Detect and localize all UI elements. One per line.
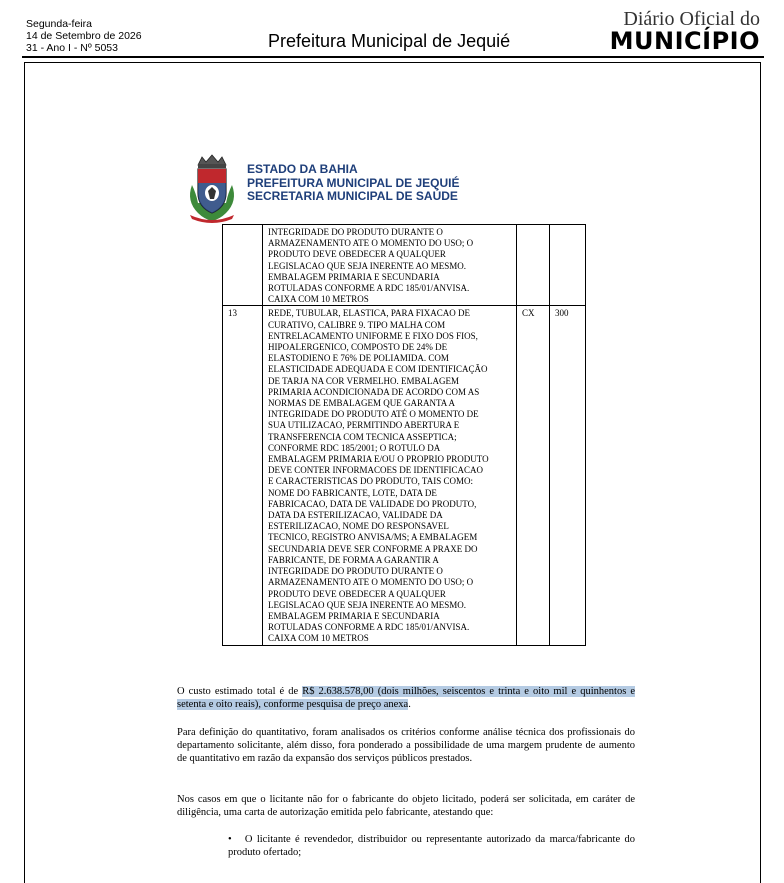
description-line: EMBALAGEM PRIMARIA E SECUNDARIA: [268, 610, 440, 621]
logo-municipio: MUNICÍPIO: [609, 27, 760, 55]
description-line: HIPOALERGENICO, COMPOSTO DE 24% DE: [268, 342, 448, 353]
cost-suffix: .: [408, 699, 411, 711]
description-line: ROTULADAS CONFORME A RDC 185/01/ANVISA.: [268, 622, 470, 633]
header-date: 14 de Setembro de 2026: [26, 30, 142, 42]
cost-highlight: R$ 2.638.578,00 (dois milhões, seiscentos e trinta e oito mil e quinhentos e setenta e oito reais), conforme pesquisa de preço anexa: [177, 686, 636, 711]
description-line: PRODUTO DEVE OBEDECER A QUALQUER: [268, 588, 446, 599]
description-line: PRODUTO DEVE OBEDECER A QUALQUER: [268, 249, 446, 260]
authorization-paragraph: Nos casos em que o licitante não for o fabricante do objeto licitado, poderá ser solicitada, em caráter de diligência, uma carta de autorização emitida pelo fabricante, atestando que:: [177, 794, 635, 819]
letterhead-state: ESTADO DA BAHIA: [247, 162, 358, 176]
description-line: LEGISLACAO QUE SEJA INERENTE AO MESMO.: [268, 260, 466, 271]
description-line: INTEGRIDADE DO PRODUTO DURANTE O: [268, 566, 443, 577]
letterhead-prefeitura: PREFEITURA MUNICIPAL DE JEQUIÉ: [247, 175, 460, 190]
description-line: REDE, TUBULAR, ELASTICA, PARA FIXACAO DE: [268, 308, 471, 319]
logo-diario-oficial: Diário Oficial do: [623, 8, 760, 30]
description-line: CURATIVO, CALIBRE 9. TIPO MALHA COM: [268, 319, 446, 330]
cost-prefix: O custo estimado total é de: [177, 686, 303, 697]
item-number-cell: [223, 225, 263, 306]
item-quantity-cell: 300: [550, 306, 586, 645]
item-description-cell: [263, 225, 517, 306]
table-row: [223, 225, 586, 306]
municipal-crest-icon: [184, 153, 240, 223]
description-line: FABRICANTE, DE FORMA A GARANTIR A: [268, 554, 439, 565]
bullet-text: O licitante é revendedor, distribuidor ou representante autorizado da marca/fabricante do produto ofertado;: [228, 834, 636, 859]
header-edition: 31 - Ano I - Nº 5053: [26, 42, 118, 54]
header-date-block: [26, 18, 142, 54]
description-line: INTEGRIDADE DO PRODUTO ATÉ O MOMENTO DE: [268, 409, 479, 420]
description-line: E CARACTERISTICAS DO PRODUTO, TAIS COMO:: [268, 476, 473, 487]
quantitative-paragraph: Para definição do quantitativo, foram analisados os critérios conforme análise técnica dos profissionais do departamento solicitante, além disso, fora ponderado a possibilidade de uma margem prudente de aumento de quantitativo em razão da expansão dos serviços públicos prestados.: [177, 727, 635, 765]
description-line: ELASTICIDADE ADEQUADA E COM IDENTIFICAÇÃO: [268, 364, 488, 375]
description-line: INTEGRIDADE DO PRODUTO DURANTE O: [268, 227, 443, 237]
description-line: SUA UTILIZACAO, PERMITINDO ABERTURA E: [268, 420, 460, 431]
description-line: EMBALAGEM PRIMARIA E SECUNDARIA: [268, 271, 440, 282]
description-line: DE TARJA NA COR VERMELHO. EMBALAGEM: [268, 375, 459, 386]
header-weekday: Segunda-feira: [26, 18, 92, 30]
description-line: NOME DO FABRICANTE, LOTE, DATA DE: [268, 487, 437, 498]
items-table: [222, 224, 586, 646]
item-unit-cell: [517, 225, 550, 306]
item-description-cell: [263, 306, 517, 645]
description-line: ARMAZENAMENTO ATE O MOMENTO DO USO; O: [268, 238, 474, 249]
item-number-cell: 13: [223, 306, 263, 645]
description-line: ARMAZENAMENTO ATE O MOMENTO DO USO; O: [268, 577, 474, 588]
letterhead-secretaria: SECRETARIA MUNICIPAL DE SAÚDE: [247, 189, 458, 203]
description-line: ENTRELACAMENTO UNIFORME E FIXO DOS FIOS,: [268, 330, 478, 341]
item-quantity-cell: [550, 225, 586, 306]
bullet-mark: •: [228, 834, 232, 845]
description-line: LEGISLACAO QUE SEJA INERENTE AO MESMO.: [268, 599, 466, 610]
header-divider: [22, 56, 764, 58]
description-line: CAIXA COM 10 METROS: [268, 294, 369, 305]
description-line: DEVE CONTER INFORMACOES DE IDENTIFICACAO: [268, 465, 483, 476]
cost-paragraph: [177, 685, 635, 711]
description-line: EMBALAGEM PRIMARIA E/OU O PROPRIO PRODUTO: [268, 454, 489, 465]
letterhead: [247, 163, 459, 204]
description-line: FABRICACAO, DATA DE VALIDADE DO PRODUTO,: [268, 498, 477, 509]
description-line: PRIMARIA ACONDICIONADA DE ACORDO COM AS: [268, 386, 480, 397]
table-row: [223, 306, 586, 645]
description-line: TECNICO, REGISTRO ANVISA/MS; A EMBALAGEM: [268, 532, 478, 543]
description-line: NORMAS DE EMBALAGEM QUE GARANTA A: [268, 398, 456, 409]
description-line: TRANSFERENCIA COM TECNICA ASSEPTICA;: [268, 431, 457, 442]
description-line: CAIXA COM 10 METROS: [268, 633, 369, 644]
item-unit-cell: CX: [517, 306, 550, 645]
description-line: CONFORME RDC 185/2001; O ROTULO DA: [268, 442, 441, 453]
description-line: DATA DA ESTERILIZACAO, VALIDADE DA: [268, 510, 443, 521]
description-line: ROTULADAS CONFORME A RDC 185/01/ANVISA.: [268, 283, 470, 294]
page-title: Prefeitura Municipal de Jequié: [268, 31, 511, 51]
description-line: ESTERILIZACAO, NOME DO RESPONSAVEL: [268, 521, 449, 532]
description-line: ELASTODIENO E 76% DE POLIAMIDA. COM: [268, 353, 449, 364]
bullet-item-1: [228, 833, 635, 859]
description-line: SECUNDARIA DEVE SER CONFORME A PRAXE DO: [268, 543, 478, 554]
